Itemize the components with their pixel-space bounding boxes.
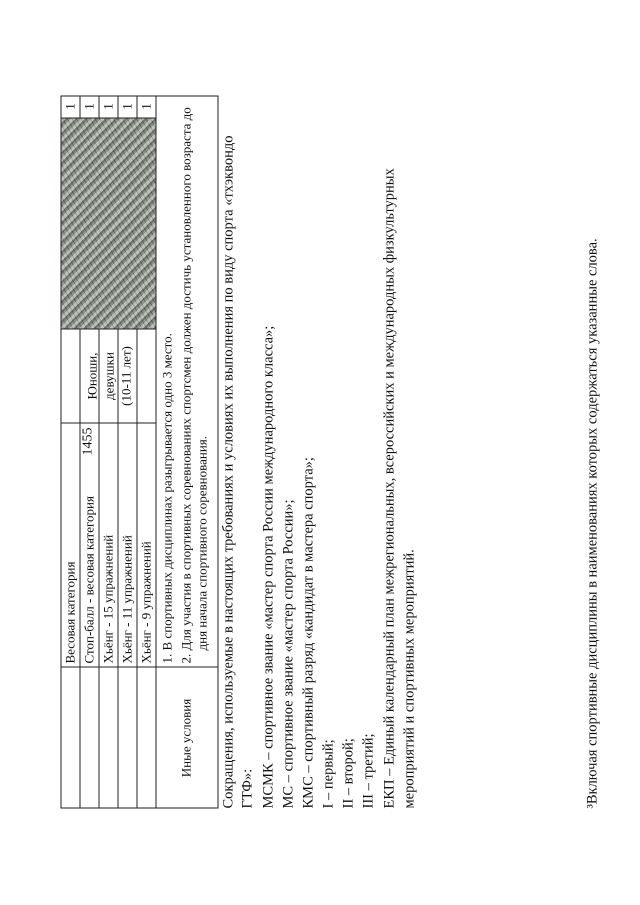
abbreviations-intro: Сокращения, используемые в настоящих требованиях и условиях их выполнения по виду спорта «тхэквондо	[220, 135, 236, 808]
ekp-definition: мероприятий и спортивных мероприятий.	[401, 548, 417, 808]
value-cell: 1	[81, 102, 96, 110]
abbreviation-item: МС – спортивное звание «мастер спорта России»;	[280, 498, 296, 808]
age-group-line: (10-11 лет)	[118, 345, 133, 406]
age-group-line: девушки	[101, 351, 116, 400]
value-cell: 1	[100, 102, 115, 110]
ekp-definition: ЕКП – Единый календарный план межрегиональных, всероссийских и международных физкультурных	[381, 167, 397, 808]
value-cell: 1	[119, 102, 134, 110]
obscured-cells	[61, 118, 155, 328]
discipline-row: Хьёнг - 9 упражнений	[138, 540, 153, 663]
abbreviation-item: I – первый;	[320, 738, 336, 808]
abbreviations-intro: ГТФ»:	[239, 768, 255, 808]
other-conditions-label: Иные условия	[178, 698, 193, 777]
discipline-row: Хьёнг - 11 упражнений	[119, 534, 134, 663]
abbreviation-item: II – второй;	[340, 737, 356, 808]
discipline-row: Стоп-балл - весовая категория	[81, 495, 96, 663]
value-cell: 1	[138, 102, 153, 110]
abbreviation-item: КМС – спортивный разряд «кандидат в мастера спорта»;	[300, 456, 316, 808]
page-number: 1455	[80, 427, 95, 455]
requirements-table	[60, 95, 218, 808]
note-line: 1. В спортивных дисциплинах разыгрывается одно 3 место.	[159, 332, 174, 663]
value-cell: 1	[62, 102, 77, 110]
footnote: ³Включая спортивные дисциплины в наименованиях которых содержаться указанные слова.	[584, 237, 600, 808]
age-group-line: Юноши,	[84, 351, 99, 400]
note-line: 2. Для участия в спортивных соревнованиях спортсмен должен достичь установленного возраста до	[178, 106, 193, 663]
abbreviation-item: III – третий;	[360, 732, 376, 808]
discipline-row: Хьёнг - 15 упражнений	[100, 534, 115, 663]
abbreviation-item: МСМК – спортивное звание «мастер спорта России международного класса»;	[260, 325, 276, 808]
discipline-row: Весовая категория	[62, 561, 77, 663]
note-line: дня начала спортивного соревнования.	[194, 435, 209, 650]
